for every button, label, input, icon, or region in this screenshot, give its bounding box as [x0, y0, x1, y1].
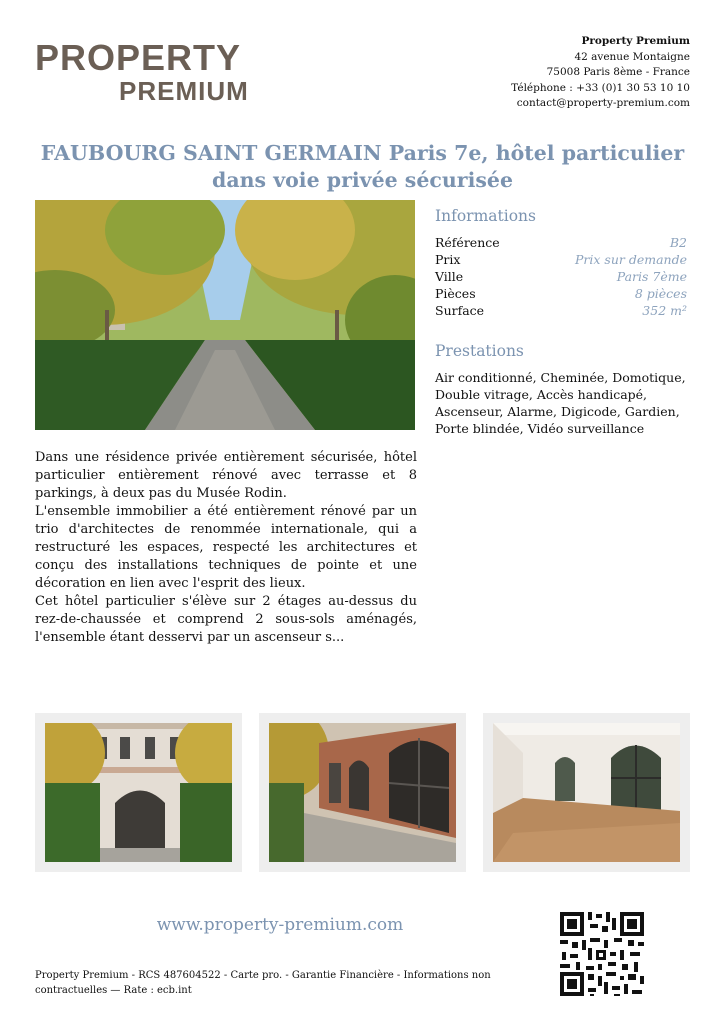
thumbnail-image [45, 723, 232, 862]
info-row-city [435, 268, 687, 285]
thumbnail-image [269, 723, 456, 862]
thumbnail-image [493, 723, 680, 862]
info-row-price [435, 251, 687, 268]
logo-text-line2: PREMIUM [119, 76, 249, 106]
thumbnail-facade[interactable] [35, 713, 242, 872]
info-row-reference [435, 234, 687, 251]
info-label: Prix [435, 252, 461, 267]
agency-contact [511, 34, 690, 112]
agency-phone: Téléphone : +33 (0)1 30 53 10 10 [511, 81, 690, 94]
prestations-heading: Prestations [435, 342, 524, 360]
info-label: Surface [435, 303, 485, 318]
informations-heading: Informations [435, 207, 536, 225]
qr-code [558, 910, 646, 998]
info-value: Paris 7ème [616, 269, 687, 284]
thumbnail-interior[interactable] [483, 713, 690, 872]
informations-table [435, 234, 687, 319]
listing-title: FAUBOURG SAINT GERMAIN Paris 7e, hôtel particulier dans voie privée sécurisée [40, 141, 685, 192]
description-paragraph: Dans une résidence privée entièrement sécurisée, hôtel particulier entièrement rénové avec terrasse et 8 parkings, à deux pas du Musée Rodin. [35, 450, 417, 501]
main-photo [35, 200, 415, 430]
logo-text-line1: PROPERTY [35, 37, 242, 78]
info-value: Prix sur demande [575, 252, 687, 267]
info-label: Pièces [435, 286, 476, 301]
listing-description [35, 449, 417, 647]
info-label: Référence [435, 235, 500, 250]
website-link[interactable]: www.property-premium.com [156, 915, 404, 935]
thumbnail-courtyard[interactable] [259, 713, 466, 872]
info-row-rooms [435, 285, 687, 302]
info-value: B2 [669, 235, 687, 250]
agency-address: 42 avenue Montaigne [574, 50, 690, 63]
prestations-list: Air conditionné, Cheminée, Domotique, Double vitrage, Accès handicapé, Ascenseur, Alarme, Digicode, Gardien, Porte blindée, Vidéo surveillance [435, 370, 686, 436]
info-row-surface [435, 302, 687, 319]
description-paragraph: Cet hôtel particulier s'élève sur 2 étages au-dessus du rez-de-chaussée et comprend 2 sous-sols aménagés, l'ensemble étant desservi par un ascenseur s... [35, 594, 417, 645]
agency-name: Property Premium [581, 35, 690, 47]
agency-email[interactable]: contact@property-premium.com [516, 97, 690, 109]
company-logo [35, 37, 275, 106]
info-label: Ville [435, 269, 464, 284]
agency-city: 75008 Paris 8ème - France [546, 66, 690, 78]
legal-footer: Property Premium - RCS 487604522 - Carte pro. - Garantie Financière - Informations non contractuelles — Rate : ecb.int [35, 970, 491, 996]
info-value: 8 pièces [634, 286, 687, 301]
info-value: 352 m² [642, 303, 687, 318]
description-paragraph: L'ensemble immobilier a été entièrement rénové par un trio d'architectes de renommée internationale, qui a restructuré les espaces, respecté les architectures et conçu des installations techniques de pointe et une décoration en lien avec l'esprit des lieux. [35, 504, 417, 591]
